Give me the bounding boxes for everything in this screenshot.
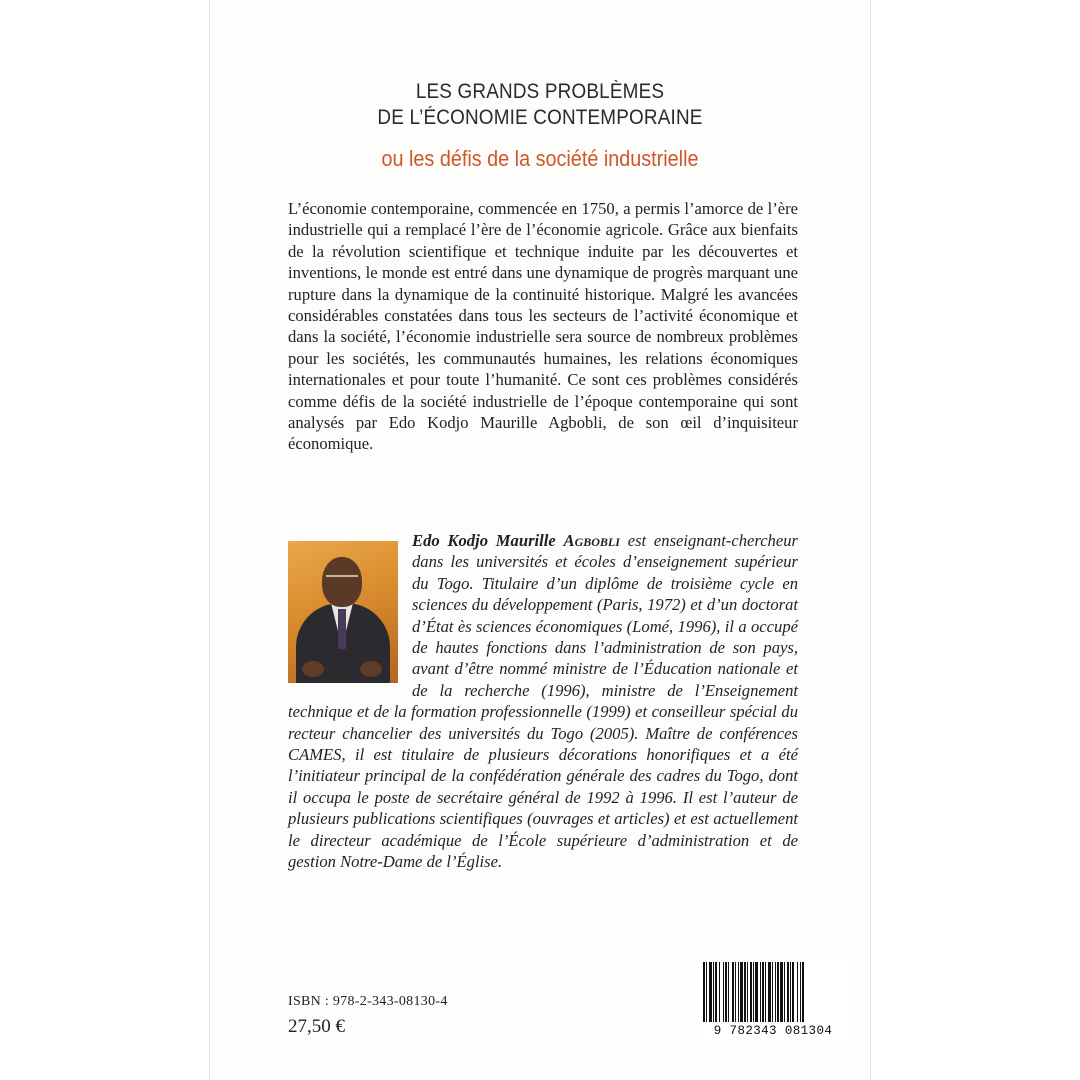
book-back-cover	[210, 0, 870, 1080]
author-bio	[288, 530, 798, 873]
blurb-paragraph: L’économie contemporaine, commencée en 1750, a permis l’amorce de l’ère industrielle qui a remplacé l’ère de l’économie agricole. Grâce aux bienfaits de la révolution scientifique et technique induite par les découvertes et inventions, le monde est entré dans une dynamique de progrès marquant une rupture dans la dynamique de la continuité historique. Malgré les avancées considérables constatées dans tous les secteurs de l’activité économique et dans la société, l’économie industrielle sera source de nombreux problèmes pour les sociétés, les communautés humaines, les relations économiques internationales et pour toute l’humanité. Ce sont ces problèmes considérés comme défis de la société industrielle de l’époque contemporaine qui sont analysés par Edo Kodjo Maurille Agbobli, de son œil d’inquisiteur économique.	[288, 199, 798, 454]
author-surname: Agbobli	[563, 531, 620, 550]
author-first-names: Edo Kodjo Maurille	[412, 531, 556, 550]
author-bio-text: est enseignant-chercheur dans les universités et écoles d’enseignement supérieur du Togo. Titulaire d’un diplôme de troisième cycle en sciences du développement (Paris, 1972) et d’un doctorat d’État ès sciences économiques (Lomé, 1996), il a occupé de hautes fonctions dans l’administration de son pays, avant d’être nommé ministre de l’Éducation nationale et de la recherche (1996), ministre de l’Enseignement technique et de la formation professionnelle (1999) et conseilleur spécial du recteur chancelier des universités du Togo (2005). Maître de conférences CAMES, il est titulaire de plusieurs décorations honorifiques et a été l’initiateur principal de la confédération générale des cadres du Togo, dont il occupa le poste de secrétaire général de 1992 à 1996. Il est l’auteur de plusieurs publications scientifiques (ouvrages et articles) et est actuellement le directeur académique de l’École supérieure d’administration et de gestion Notre-Dame de l’Église.	[288, 531, 798, 872]
price-label: 27,50 €	[288, 1016, 345, 1037]
isbn-label: ISBN : 978-2-343-08130-4	[288, 994, 448, 1009]
barcode-digits: 9 782343 081304	[713, 1024, 833, 1038]
book-subtitle: ou les défis de la société industrielle	[381, 146, 699, 171]
barcode	[697, 958, 849, 1042]
author-photo	[288, 541, 398, 683]
barcode-bars-icon	[697, 958, 849, 1024]
book-title-line-2: DE L’ÉCONOMIE CONTEMPORAINE	[377, 106, 703, 129]
book-title-line-1: LES GRANDS PROBLÈMES	[415, 80, 665, 103]
